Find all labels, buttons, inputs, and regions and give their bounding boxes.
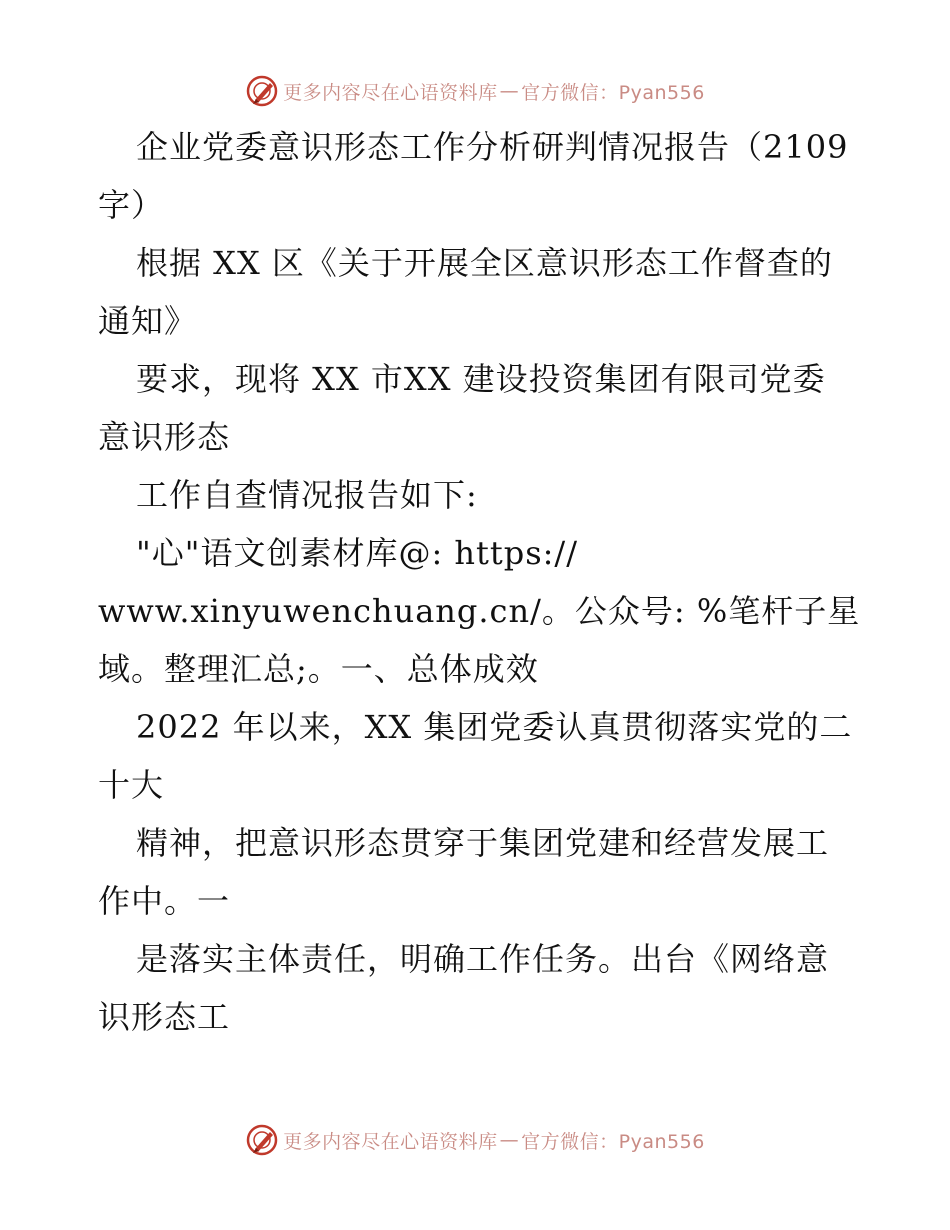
document-line: 字）	[98, 186, 165, 224]
document-line: www.xinyuwenchuang.cn/。公众号: %笔杆子星	[98, 592, 861, 630]
header-watermark	[0, 71, 950, 111]
watermark-contact: 官方微信：Pyan556	[521, 1130, 705, 1153]
watermark-separator: —	[499, 80, 520, 102]
document-line: 作中。一	[98, 882, 231, 920]
watermark-contact: 官方微信：Pyan556	[521, 81, 705, 104]
watermark-separator: —	[499, 1129, 520, 1151]
document-line: 工作自查情况报告如下:	[136, 476, 478, 514]
watermark-brand: 更多内容尽在心语资料库	[283, 81, 498, 104]
footer-watermark	[0, 1120, 950, 1160]
pen-seal-icon	[245, 1123, 279, 1157]
document-line: 企业党委意识形态工作分析研判情况报告（2109	[136, 128, 849, 166]
document-line: 十大	[98, 766, 165, 804]
document-line: 通知》	[98, 302, 198, 340]
document-line: 精神，把意识形态贯穿于集团党建和经营发展工	[136, 824, 830, 862]
pen-seal-icon	[245, 74, 279, 108]
document-line: 识形态工	[98, 998, 231, 1036]
watermark-brand: 更多内容尽在心语资料库	[283, 1130, 498, 1153]
document-line: 域。整理汇总;。一、总体成效	[98, 650, 539, 688]
document-line: 根据 XX 区《关于开展全区意识形态工作督查的	[136, 244, 833, 282]
document-line: 2022 年以来，XX 集团党委认真贯彻落实党的二	[136, 708, 853, 746]
document-body	[98, 118, 861, 1046]
document-line: "心"语文创素材库@: https://	[136, 534, 578, 572]
document-line: 意识形态	[98, 418, 231, 456]
document-line: 要求，现将 XX 市XX 建设投资集团有限司党委	[136, 360, 826, 398]
document-line: 是落实主体责任，明确工作任务。出台《网络意	[136, 940, 830, 978]
